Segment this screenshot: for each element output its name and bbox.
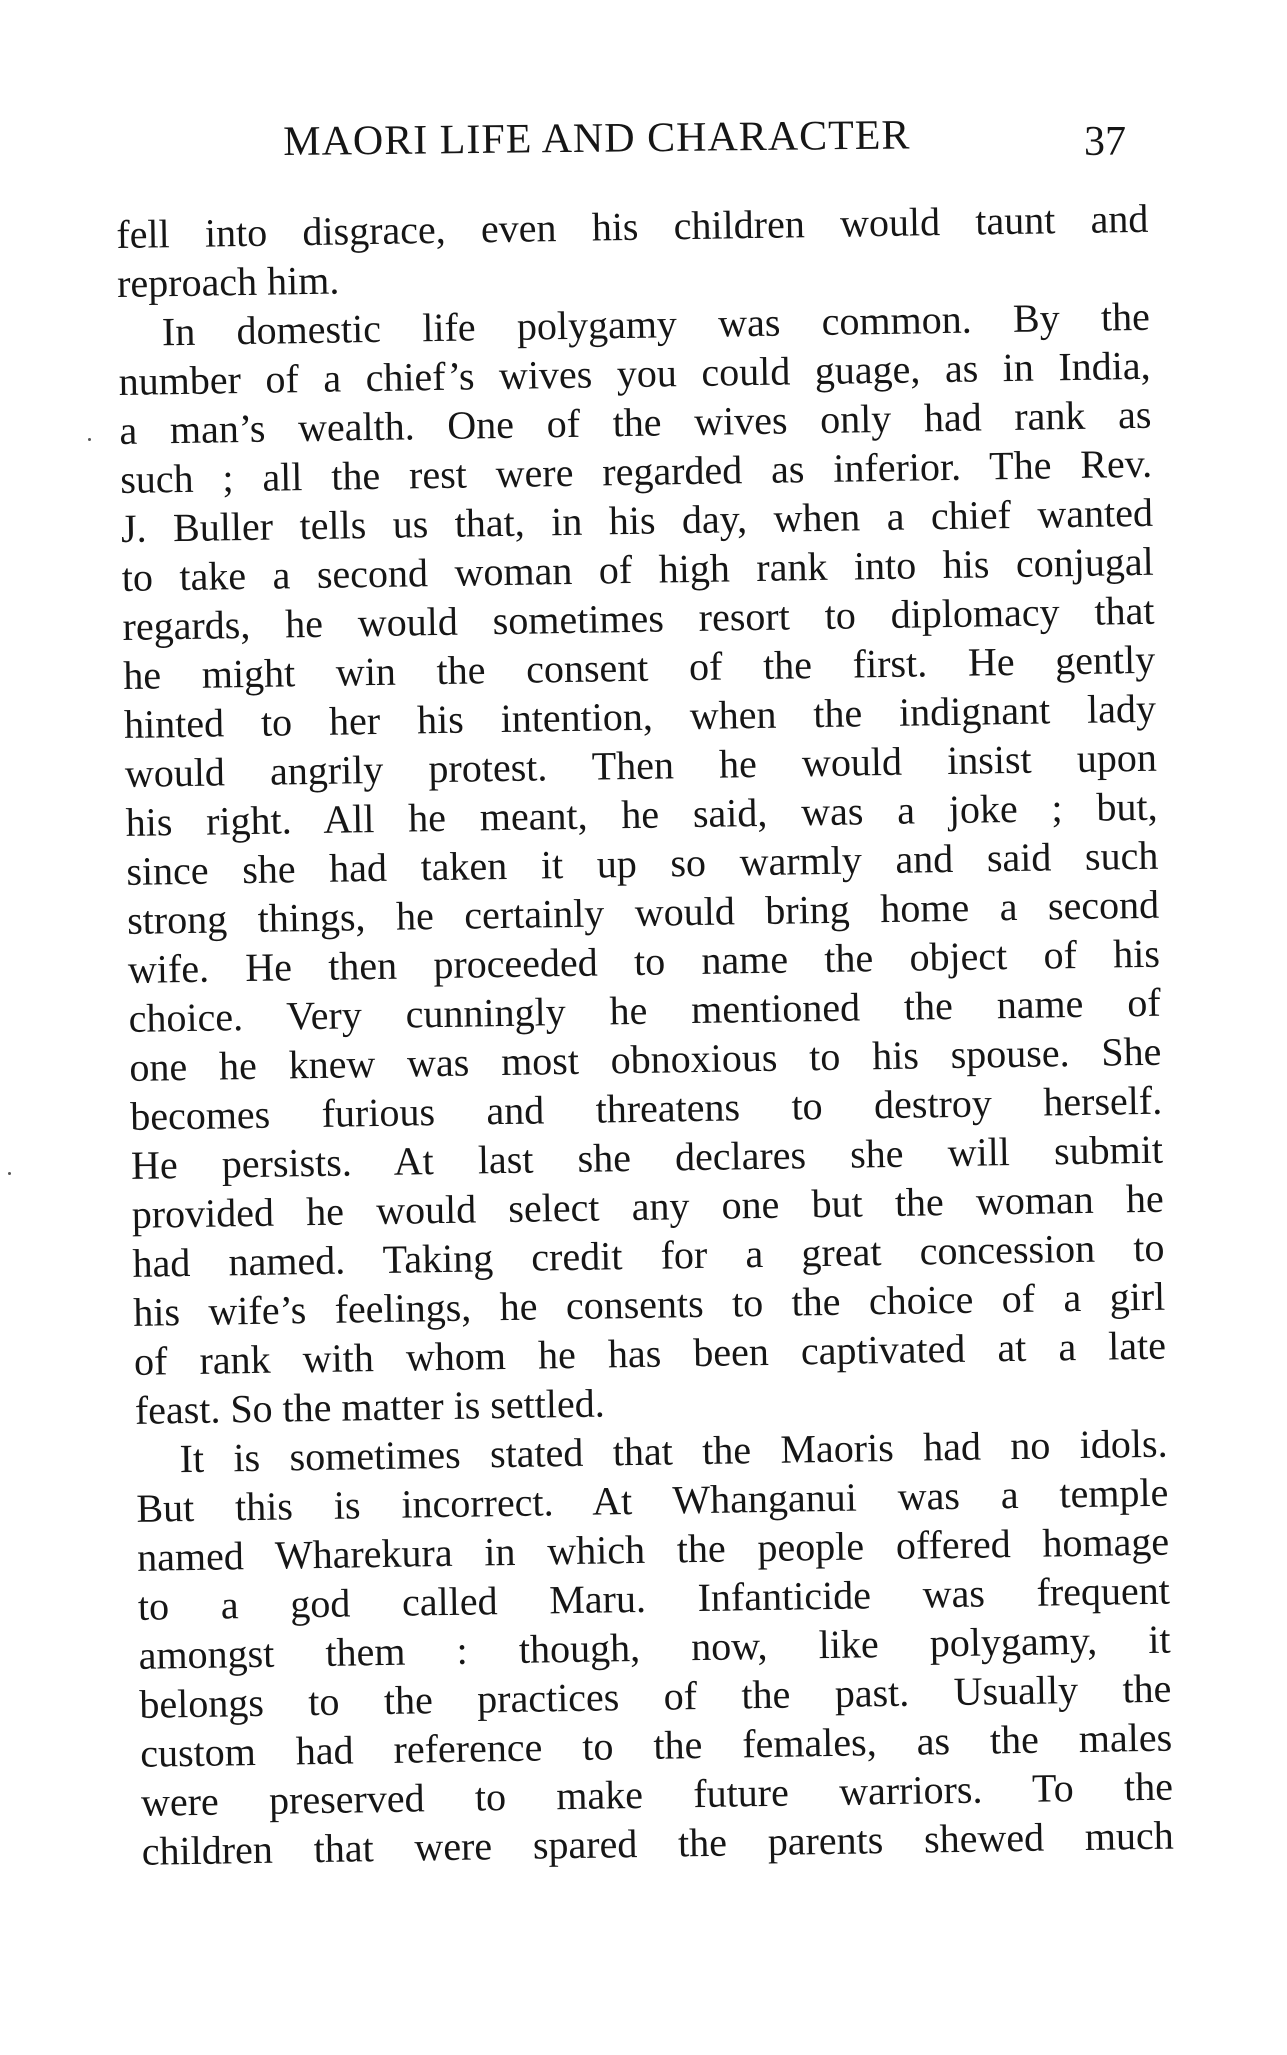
text-line: becomes furious and threatens to destroy herself. <box>129 1077 1163 1139</box>
text-line: one he knew was most obnoxious to his spouse. She <box>129 1028 1162 1090</box>
text-line: regards, he would sometimes resort to diplomacy that <box>122 587 1155 649</box>
text-line: number of a chief’s wives you could guage, as in India, <box>118 342 1151 404</box>
text-line: custom had reference to the females, as the males <box>139 1714 1173 1776</box>
text-line: feast. So the matter is settled. <box>134 1380 606 1433</box>
text-line: wife. He then proceeded to name the object of his <box>127 930 1161 992</box>
text-line: named Wharekura in which the people offered homage <box>136 1518 1170 1580</box>
text-line: He persists. At last she declares she will submit <box>130 1126 1164 1188</box>
page-number: 37 <box>1084 119 1126 165</box>
text-line: children that were spared the parents shewed much <box>141 1812 1175 1874</box>
text-line: reproach him. <box>116 257 340 306</box>
text-line: his wife’s feelings, he consents to the choice of a girl <box>132 1273 1166 1335</box>
text-line: since she had taken it up so warmly and said such <box>126 832 1159 894</box>
paragraph-start-line: It is sometimes stated that the Maoris had no idols. <box>179 1420 1168 1482</box>
text-line: a man’s wealth. One of the wives only had rank as <box>119 391 1152 453</box>
text-line: But this is incorrect. At Whanganui was a temple <box>136 1469 1169 1531</box>
text-line: would angrily protest. Then he would insist upon <box>124 734 1158 796</box>
text-line: belongs to the practices of the past. Usually the <box>139 1665 1172 1727</box>
text-line: to a god called Maru. Infanticide was frequent <box>137 1567 1171 1629</box>
text-line: choice. Very cunningly he mentioned the name of <box>128 979 1161 1041</box>
text-line: J. Buller tells us that, in his day, when a chief wanted <box>120 489 1154 551</box>
text-line: strong things, he certainly would bring home a second <box>126 881 1160 943</box>
text-line: fell into disgrace, even his children would taunt and <box>116 195 1149 257</box>
text-line: were preserved to make future warriors. To the <box>140 1763 1174 1825</box>
text-line: of rank with whom he has been captivated at a late <box>133 1322 1167 1384</box>
text-line: to take a second woman of high rank into his conjugal <box>121 538 1154 600</box>
text-line: he might win the consent of the first. He gently <box>122 636 1156 698</box>
scan-speck <box>88 438 91 441</box>
scan-speck <box>8 1172 11 1175</box>
text-line: hinted to her his intention, when the indignant lady <box>123 685 1157 747</box>
running-head-title: MAORI LIFE AND CHARACTER <box>283 112 911 165</box>
text-line: provided he would select any one but the woman he <box>131 1175 1165 1237</box>
text-line: had named. Taking credit for a great concession to <box>132 1224 1165 1286</box>
paragraph-start-line: In domestic life polygamy was common. By the <box>161 293 1151 355</box>
text-line: his right. All he meant, he said, was a joke ; but, <box>125 783 1158 845</box>
text-line: such ; all the rest were regarded as inferior. The Rev. <box>119 440 1153 502</box>
body-text <box>116 194 1174 1876</box>
text-line: amongst them : though, now, like polygamy, it <box>138 1616 1171 1678</box>
